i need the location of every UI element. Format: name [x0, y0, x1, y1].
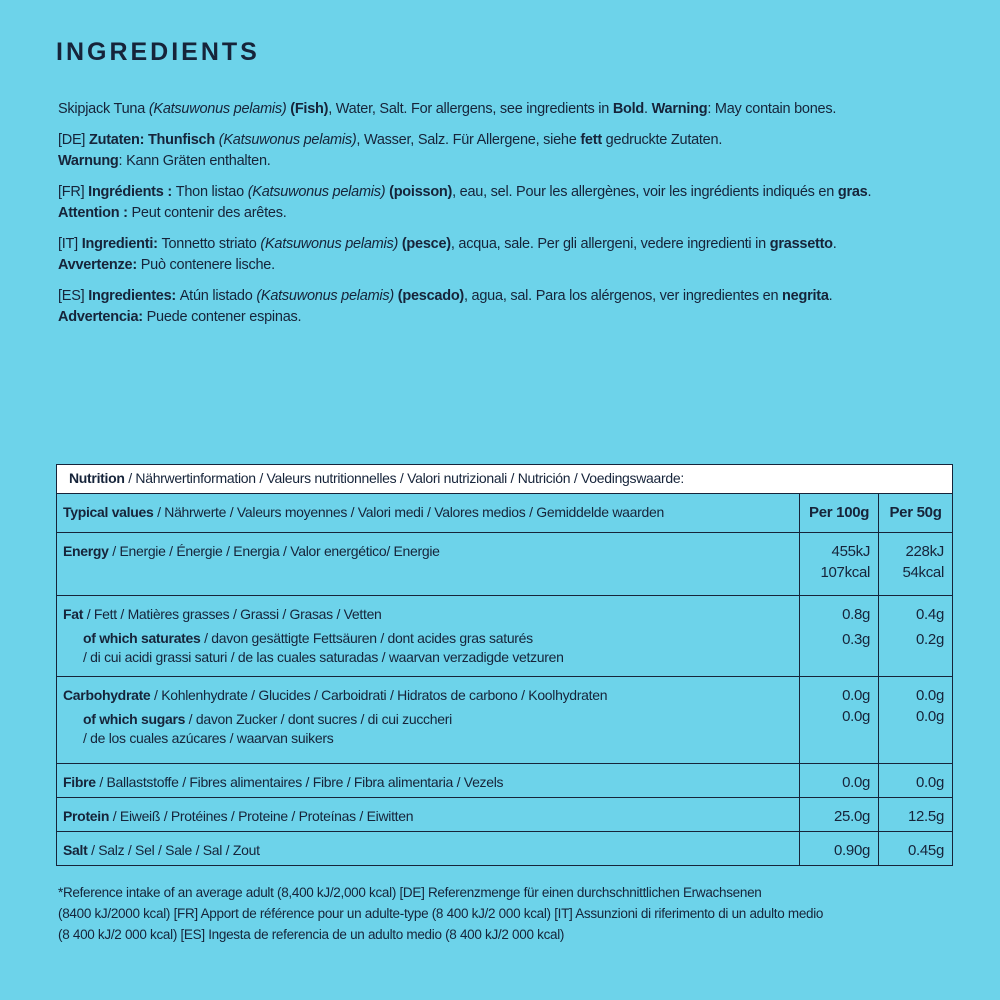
warning-label: Warning	[651, 101, 708, 117]
lang-prefix: [DE]	[58, 132, 89, 148]
table-row	[57, 596, 953, 677]
text: .	[867, 184, 872, 200]
reference-intake-footnote	[58, 882, 958, 945]
value: 0.0g	[916, 708, 944, 725]
text: Tonnetto striato	[161, 236, 261, 252]
nutrition-header-row	[57, 465, 953, 494]
carbohydrate-per-50g	[879, 677, 953, 764]
table-row	[57, 533, 953, 596]
value: 0.90g	[834, 842, 871, 859]
carbohydrate-label	[57, 677, 800, 764]
label-bold: Fibre	[63, 774, 96, 790]
text: , agua, sal. Para los alérgenos, ver ingredientes en	[464, 288, 783, 304]
bold-word: negrita	[782, 288, 829, 304]
text: .	[832, 236, 837, 252]
value: 0.0g	[842, 774, 871, 791]
sub-label-line2: / de los cuales azúcares / waarvan suikers	[83, 730, 334, 746]
bold-word: fett	[580, 132, 602, 148]
label-rest: / Nährwerte / Valeurs moyennes / Valori medi / Valores medios / Gemiddelde waarden	[153, 504, 664, 520]
warning-label: Advertencia:	[58, 309, 147, 325]
ingredients-fr	[58, 182, 978, 224]
text: , Water, Salt. For allergens, see ingredients in	[328, 101, 613, 117]
allergen: (pescado)	[393, 288, 464, 304]
label-bold: Energy	[63, 543, 109, 559]
ingredients-en	[58, 99, 978, 120]
energy-per-50g	[879, 533, 953, 596]
table-row	[57, 677, 953, 764]
value: 25.0g	[834, 808, 871, 825]
table-row	[57, 798, 953, 832]
label-rest: / Eiweiß / Protéines / Proteine / Proteínas / Eiwitten	[109, 808, 414, 824]
footnote-line: (8400 kJ/2000 kcal) [FR] Apport de référence pour un adulte-type (8 400 kJ/2 000 kcal) [IT] Assunzioni di riferimento di un adulto medio	[58, 906, 824, 921]
ingredients-de	[58, 130, 978, 172]
value: 12.5g	[907, 808, 944, 825]
value: 0.4g	[916, 606, 944, 623]
page-title: INGREDIENTS	[56, 38, 260, 66]
label-rest: / Kohlenhydrate / Glucides / Carboidrati / Hidratos de carbono / Koolhydraten	[150, 687, 608, 703]
sub-label-line2: / di cui acidi grassi saturi / de las cuales saturadas / waarvan verzadigde vetzuren	[83, 649, 564, 665]
allergen: (Fish)	[286, 101, 329, 117]
label-bold: Typical values	[63, 504, 154, 520]
lang-prefix: [FR]	[58, 184, 89, 200]
ingredients-it	[58, 234, 978, 276]
ingredients-label: Ingredientes:	[88, 288, 180, 304]
text: , Wasser, Salz. Für Allergene, siehe	[356, 132, 581, 148]
label-rest: / Fett / Matières grasses / Grassi / Grasas / Vetten	[83, 606, 382, 622]
ingredients-label: Ingredienti:	[81, 236, 162, 252]
latin-name: (Katsuwonus pelamis)	[260, 236, 399, 252]
ingredients-block	[58, 99, 978, 338]
warning-text: : May contain bones.	[707, 101, 837, 117]
warning-label: Avvertenze:	[58, 257, 141, 273]
value: 0.45g	[907, 842, 944, 859]
latin-name: (Katsuwonus pelamis)	[218, 132, 357, 148]
footnote-line: *Reference intake of an average adult (8,400 kJ/2,000 kcal) [DE] Referenzmenge für einen durchschnittlichen Erwachsenen	[58, 885, 762, 900]
value: 0.0g	[842, 687, 871, 704]
label-bold: Carbohydrate	[63, 687, 151, 703]
text: Skipjack Tuna	[58, 101, 149, 117]
value: 0.0g	[916, 774, 944, 791]
text: , acqua, sale. Per gli allergeni, vedere ingredienti in	[450, 236, 770, 252]
salt-per-50g	[879, 832, 953, 866]
salt-label	[57, 832, 800, 866]
label-rest: / Salz / Sel / Sale / Sal / Zout	[87, 842, 260, 858]
sub-label-rest: / davon Zucker / dont sucres / di cui zuccheri	[185, 711, 452, 727]
energy-label	[57, 533, 800, 596]
label-bold: Fat	[63, 606, 84, 622]
value: 228kJ	[905, 543, 944, 560]
bold-word: gras	[837, 184, 868, 200]
warning-text: Può contenere lische.	[140, 257, 275, 273]
allergen: (pesce)	[398, 236, 451, 252]
value: 107kcal	[820, 564, 871, 581]
sub-label-rest: / davon gesättigte Fettsäuren / dont acides gras saturés	[200, 630, 533, 646]
label-bold: Protein	[63, 808, 110, 824]
fibre-per-50g	[879, 764, 953, 798]
ingredients-es	[58, 286, 978, 328]
typical-values-label	[57, 494, 800, 533]
footnote-line: (8 400 kJ/2 000 kcal) [ES] Ingesta de referencia de un adulto medio (8 400 kJ/2 000 kcal)	[58, 927, 565, 942]
lang-prefix: [IT]	[58, 236, 82, 252]
value: 455kJ	[831, 543, 871, 560]
ingredients-label: Ingrédients :	[88, 184, 176, 200]
allergen: (poisson)	[385, 184, 453, 200]
fibre-label	[57, 764, 800, 798]
salt-per-100g	[800, 832, 879, 866]
protein-label	[57, 798, 800, 832]
value: 54kcal	[902, 564, 944, 581]
value: 0.3g	[842, 631, 871, 648]
energy-per-100g	[800, 533, 879, 596]
value: 0.8g	[842, 606, 871, 623]
fat-per-100g	[800, 596, 879, 677]
table-row	[57, 832, 953, 866]
typical-values-row	[57, 494, 953, 533]
warning-label: Warnung	[58, 153, 119, 169]
label-bold: Salt	[63, 842, 88, 858]
lang-prefix: [ES]	[58, 288, 89, 304]
table-row	[57, 764, 953, 798]
sub-label-bold: of which saturates	[83, 630, 201, 646]
protein-per-50g	[879, 798, 953, 832]
carbohydrate-per-100g	[800, 677, 879, 764]
fibre-per-100g	[800, 764, 879, 798]
nutrition-table	[56, 464, 953, 866]
warning-text: Peut contenir des arêtes.	[131, 205, 287, 221]
text: , eau, sel. Pour les allergènes, voir les ingrédients indiqués en	[452, 184, 838, 200]
value: 0.2g	[916, 631, 944, 648]
warning-text: : Kann Gräten enthalten.	[118, 153, 271, 169]
latin-name: (Katsuwonus pelamis)	[247, 184, 386, 200]
nutrition-header	[57, 465, 953, 494]
text: Thon listao	[175, 184, 248, 200]
ingredients-label: Zutaten: Thunfisch	[88, 132, 219, 148]
warning-text: Puede contener espinas.	[146, 309, 302, 325]
latin-name: (Katsuwonus pelamis)	[256, 288, 394, 304]
value: 0.0g	[842, 708, 871, 725]
column-per-50g: Per 50g	[879, 494, 953, 533]
text: gedruckte Zutaten.	[601, 132, 723, 148]
protein-per-100g	[800, 798, 879, 832]
label-rest: / Energie / Énergie / Energia / Valor energético/ Energie	[108, 543, 440, 559]
warning-label: Attention :	[58, 205, 132, 221]
bold-word: grassetto	[769, 236, 833, 252]
header-bold: Nutrition	[69, 470, 125, 486]
header-rest: / Nährwertinformation / Valeurs nutritionnelles / Valori nutrizionali / Nutrición / Voedingswaarde:	[124, 470, 684, 486]
text: .	[828, 288, 833, 304]
fat-per-50g	[879, 596, 953, 677]
latin-name: (Katsuwonus pelamis)	[148, 101, 287, 117]
value: 0.0g	[916, 687, 944, 704]
fat-label	[57, 596, 800, 677]
text: .	[644, 101, 652, 117]
label-rest: / Ballaststoffe / Fibres alimentaires / Fibre / Fibra alimentaria / Vezels	[95, 774, 504, 790]
bold-word: Bold	[612, 101, 645, 117]
sub-label-bold: of which sugars	[83, 711, 186, 727]
text: Atún listado	[179, 288, 257, 304]
column-per-100g: Per 100g	[800, 494, 879, 533]
